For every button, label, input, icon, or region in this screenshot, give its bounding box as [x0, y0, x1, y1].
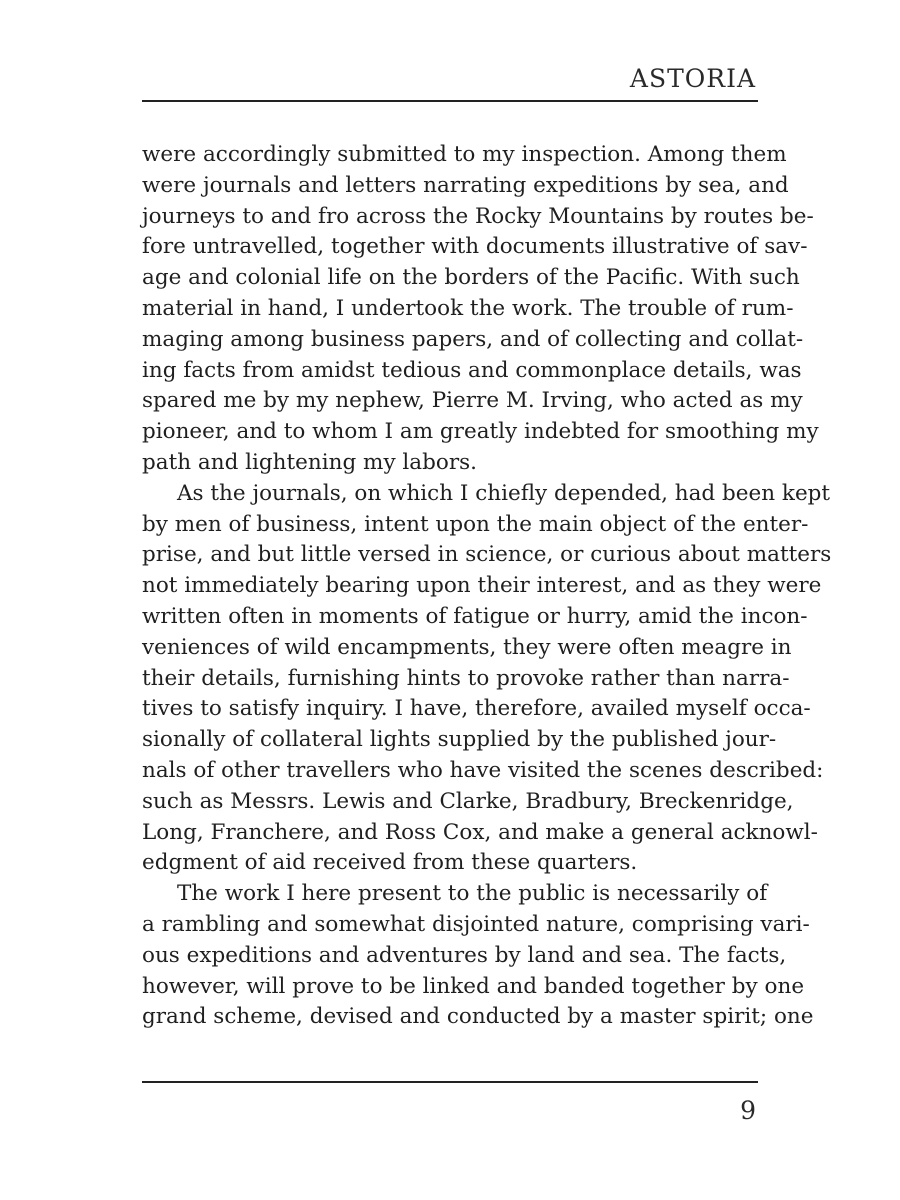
text-line: grand scheme, devised and conducted by a master spirit; one [142, 1004, 814, 1030]
text-line: pioneer, and to whom I am greatly indebted for smoothing my [142, 419, 819, 445]
text-line: Long, Franchere, and Ross Cox, and make a general acknowl- [142, 819, 818, 845]
text-line: The work I here present to the public is necessarily of [177, 881, 768, 907]
text-line: were journals and letters narrating expeditions by sea, and [142, 172, 789, 198]
text-line: prise, and but little versed in science, or curious about matters [142, 542, 832, 568]
text-line: sionally of collateral lights supplied by the published jour- [142, 727, 777, 753]
text-line: their details, furnishing hints to provoke rather than narra- [142, 665, 790, 691]
text-line: tives to satisfy inquiry. I have, therefore, availed myself occa- [142, 696, 811, 722]
text-line: however, will prove to be linked and banded together by one [142, 973, 805, 999]
body-text [142, 140, 832, 1033]
text-line: edgment of aid received from these quarters. [142, 850, 638, 876]
text-line: were accordingly submitted to my inspection. Among them [142, 142, 787, 167]
text-line: nals of other travellers who have visited the scenes described: [142, 757, 824, 783]
text-line: material in hand, I undertook the work. The trouble of rum- [142, 295, 794, 321]
text-line: veniences of wild encampments, they were often meagre in [142, 634, 792, 660]
text-line: journeys to and fro across the Rocky Mountains by routes be- [142, 203, 814, 229]
running-head: ASTORIA [629, 64, 756, 93]
page-number: 9 [740, 1096, 756, 1125]
text-line: not immediately bearing upon their interest, and as they were [142, 573, 822, 599]
footer-rule [142, 1081, 758, 1083]
text-line: written often in moments of fatigue or hurry, amid the incon- [142, 603, 808, 629]
text-line: ous expeditions and adventures by land and sea. The facts, [142, 942, 787, 968]
text-line: ing facts from amidst tedious and commonplace details, was [142, 357, 802, 383]
text-line: path and lightening my labors. [142, 449, 477, 475]
text-line: spared me by my nephew, Pierre M. Irving, who acted as my [142, 388, 803, 414]
text-line: by men of business, intent upon the main object of the enter- [142, 511, 809, 537]
text-line: maging among business papers, and of collecting and collat- [142, 326, 804, 352]
text-line: a rambling and somewhat disjointed nature, comprising vari- [142, 911, 810, 937]
text-line: age and colonial life on the borders of the Pacific. With such [142, 265, 800, 291]
text-line: fore untravelled, together with documents illustrative of sav- [142, 234, 808, 260]
text-line: As the journals, on which I chiefly depended, had been kept [177, 480, 831, 506]
text-line: such as Messrs. Lewis and Clarke, Bradbury, Breckenridge, [142, 788, 794, 814]
header-rule [142, 100, 758, 102]
